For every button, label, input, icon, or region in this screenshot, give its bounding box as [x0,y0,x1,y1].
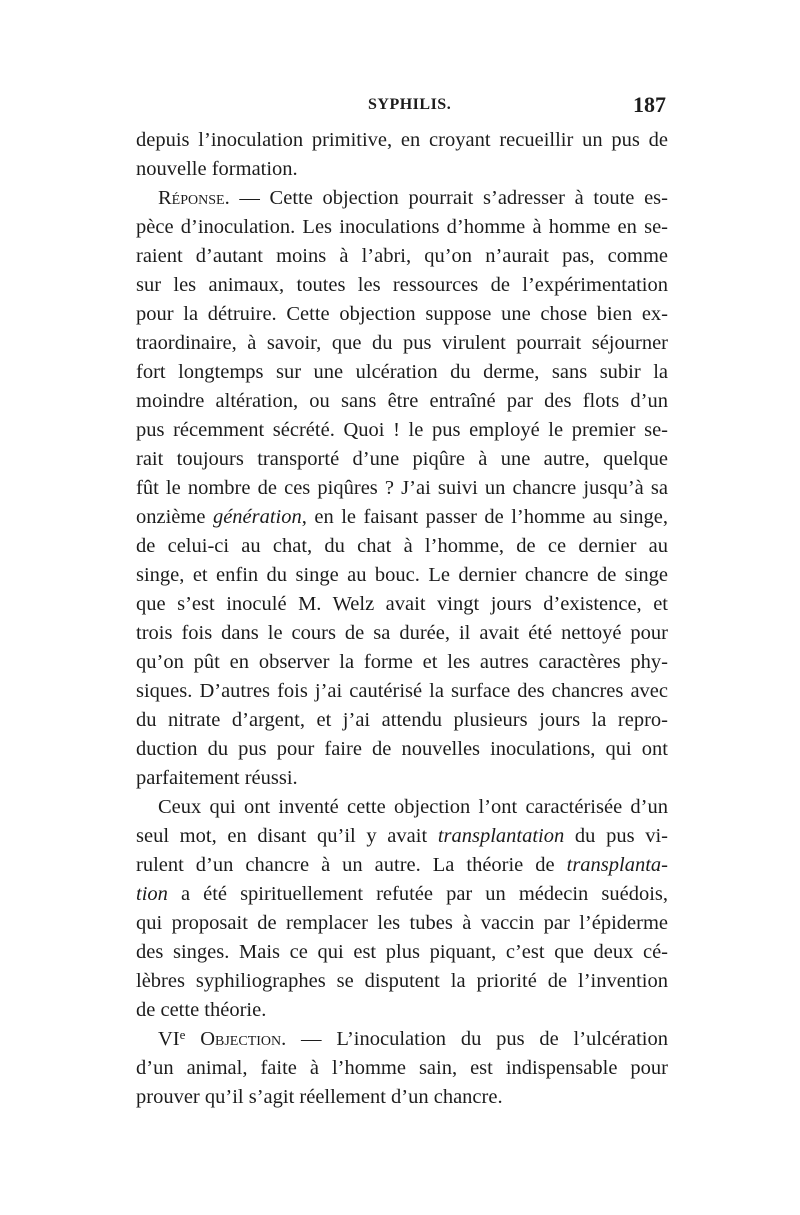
text-line: que s’est inoculé M. Welz avait vingt jours d’existence, et [136,593,668,615]
text-line: pus récemment sécrété. Quoi ! le pus employé le premier se- [136,419,668,441]
text-line: rulent d’un chancre à un autre. La théorie de transplanta- [136,854,668,876]
text-line: duction du pus pour faire de nouvelles inoculations, qui ont [136,738,668,760]
text-line: de cette théorie. [136,999,267,1021]
objection-number: VI [158,1028,180,1050]
text-line: moindre altération, ou sans être entraîné par des flots d’un [136,390,668,412]
text-line: siques. D’autres fois j’ai cautérisé la surface des chancres avec [136,680,668,702]
text-line: d’un animal, faite à l’homme sain, est indispensable pour [136,1057,668,1079]
text-line: traordinaire, à savoir, que du pus virulent pourrait séjourner [136,332,668,354]
body-text [136,126,668,1112]
text-line: singe, et enfin du singe au bouc. Le dernier chancre de singe [136,564,668,586]
objection-label: Objection. [200,1028,287,1050]
text-line: lèbres syphiliographes se disputent la priorité de l’invention [136,970,668,992]
text-line: trois fois dans le cours de sa durée, il avait été nettoyé pour [136,622,668,644]
text-line: depuis l’inoculation primitive, en croyant recueillir un pus de [136,129,668,151]
text-line: Réponse. — Cette objection pourrait s’adresser à toute es- [158,187,668,209]
text-line: pèce d’inoculation. Les inoculations d’homme à homme en se- [136,216,668,238]
text-line: raient d’autant moins à l’abri, qu’on n’aurait pas, comme [136,245,668,267]
text-line: des singes. Mais ce qui est plus piquant, c’est que deux cé- [136,941,668,963]
text-line: rait toujours transporté d’une piqûre à une autre, quelque [136,448,668,470]
text-line: de celui-ci au chat, du chat à l’homme, de ce dernier au [136,535,668,557]
text-line: parfaitement réussi. [136,767,298,789]
text-line: seul mot, en disant qu’il y avait transplantation du pus vi- [136,825,668,847]
text-line: tion a été spirituellement refutée par un médecin suédois, [136,883,668,905]
text-line: pour la détruire. Cette objection suppose une chose bien ex- [136,303,668,325]
text-line: qu’on pût en observer la forme et les autres caractères phy- [136,651,668,673]
text-line: fût le nombre de ces piqûres ? J’ai suivi un chancre jusqu’à sa [136,477,668,499]
page-header [136,94,668,124]
text-line: du nitrate d’argent, et j’ai attendu plusieurs jours la repro- [136,709,668,731]
text-line: qui proposait de remplacer les tubes à vaccin par l’épiderme [136,912,668,934]
page-number: 187 [633,92,666,117]
response-label: Réponse. [158,187,230,209]
text-line: Ceux qui ont inventé cette objection l’ont caractérisée d’un [158,796,668,818]
text-line: onzième génération, en le faisant passer de l’homme au singe, [136,506,668,528]
text-line: nouvelle formation. [136,158,298,180]
text-line: prouver qu’il s’agit réellement d’un chancre. [136,1086,503,1108]
book-page [136,94,668,1112]
text-line: sur les animaux, toutes les ressources de l’expérimentation [136,274,668,296]
running-head: SYPHILIS. [368,96,452,113]
text-line: VIe Objection. — L’inoculation du pus de l’ulcération [158,1027,668,1050]
text-line: fort longtemps sur une ulcération du derme, sans subir la [136,361,668,383]
